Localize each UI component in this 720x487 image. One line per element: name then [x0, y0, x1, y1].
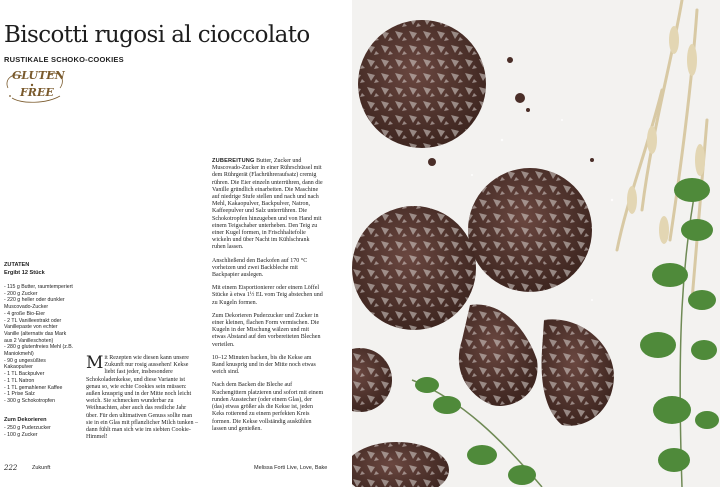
intro-paragraph: [86, 355, 198, 441]
ingredient-item: - 1 TL Natron: [4, 377, 35, 384]
left-page: [0, 0, 352, 487]
servings: Ergibt 12 Stück: [4, 270, 45, 276]
ingredient-item: - 2 TL Vanilleextrakt oder Vanillepaste von echter Vanille (alternativ das Mark aus 2 Vanilleschoten): [4, 317, 67, 344]
ingredient-item: - 1 TL Backpulver: [4, 371, 45, 378]
ingredient-item: - 300 g Schokotropfen: [4, 397, 56, 404]
prep-step: 10–12 Minuten backen, bis die Kekse am Rand knusprig und in der Mitte noch etwas weich sind.: [212, 354, 316, 376]
ingredient-item: - 90 g ungesüßtes Kakaopulver: [4, 357, 46, 371]
prep-label: ZUBEREITUNG: [212, 158, 255, 164]
badge-line1: GLUTEN: [12, 69, 65, 82]
section-name: Zukunft: [32, 465, 51, 471]
ingredient-item: - 1 TL gemahlener Kaffee: [4, 384, 63, 391]
book-credit: Melissa Forti Live, Love, Bake: [254, 465, 328, 471]
ingredient-item: - 220 g heller oder dunkler Muscovado-Zucker: [4, 297, 65, 311]
recipe-subtitle: RUSTIKALE SCHOKO-COOKIES: [4, 55, 124, 64]
drop-cap: M: [86, 353, 104, 373]
decoration-list: [4, 425, 74, 438]
ingredient-item: - 4 große Bio-Eier: [4, 310, 45, 317]
cookie-illustration: [352, 0, 720, 487]
ingredient-item: - 280 g glutenfreies Mehl (z.B. Maniokmehl): [4, 344, 74, 358]
gluten-free-badge: [2, 66, 68, 106]
ingredients-list: [4, 284, 74, 405]
badge-line2: FREE: [20, 86, 54, 99]
decoration-item: - 100 g Zucker: [4, 431, 38, 438]
page-number: 222: [4, 464, 18, 472]
ingredient-item: - 115 g Butter, raumtemperiert: [4, 284, 73, 290]
ingredient-item: - 200 g Zucker: [4, 290, 38, 297]
prep-step: Nach dem Backen die Bleche auf Kuchengittern platzieren und sofort mit einem runden Ausstecher (oder einem Glas), der (das) etwas größer als die Kekse ist, jeden Keks rotierend zu einem perfekten Kreis formen. Die Kekse vollständig auskühlen lassen und genießen.: [212, 382, 324, 432]
intro-text: it Rezepten wie diesen kann unsere Zukunft nur rosig aussehen! Kekse liebt fast jeder, insbesondere Schokoladenkekse, und diese Variante ist genau so, wie echte Cookies sein müssen: außen knusprig und in der Mitte noch leicht weich. Sie schmecken wunderbar zu Weihnachten, aber auch das restliche Jahr über. Für den ultimativen Genuss sollte man sie in ein Glas mit pflanzlicher Milch tunken – dann fühlt man sich wie im siebten Cookie-Himmel!: [86, 355, 198, 441]
prep-step: Zum Dekorieren Puderzucker und Zucker in einer kleinen, flachen Form vermischen. Die Kugeln in der Mischung wälzen und mit etwas Abstand auf den vorbereiteten Blechen verteilen.: [212, 312, 321, 348]
ingredient-item: - 1 Prise Salz: [4, 391, 35, 398]
prep-step: ZUBEREITUNG Butter, Zucker und Muscovado-Zucker in einer Rührschüssel mit dem Rührgerät (Flachrühreraufsatz) cremig rühren. Die Eier einzeln unterrühren, dann die Vanille gründlich einarbeiten. Die Maschine auf niedrige Stufe stellen und nach und nach Mehl, Kakaopulver, Backpulver, Natron, Kaffeepulver und Salz unterrühren. Die Schokotropfen hinzugeben und von Hand mit einem Teigschaber unterheben. Den Teig zu einer Kugel formen, in Frischhaltefolie wickeln und über Nacht im Kühlschrank ruhen lassen.: [212, 158, 323, 251]
prep-step: Mit einem Eisportionierer oder einem Löffel Stücke à etwa 1½ EL vom Teig abstechen und zu Kugeln formen.: [212, 285, 323, 306]
ingredients-heading: ZUTATEN: [4, 262, 30, 268]
decoration-item: - 250 g Puderzucker: [4, 425, 51, 431]
preparation-section: [212, 158, 324, 439]
decoration-heading: Zum Dekorieren: [4, 417, 47, 423]
recipe-title: Biscotti rugosi al cioccolato: [4, 22, 310, 48]
prep-step: Anschließend den Backofen auf 170 °C vorheizen und zwei Backbleche mit Backpapier auslegen.: [212, 257, 308, 279]
cookie-photo: [352, 0, 720, 487]
